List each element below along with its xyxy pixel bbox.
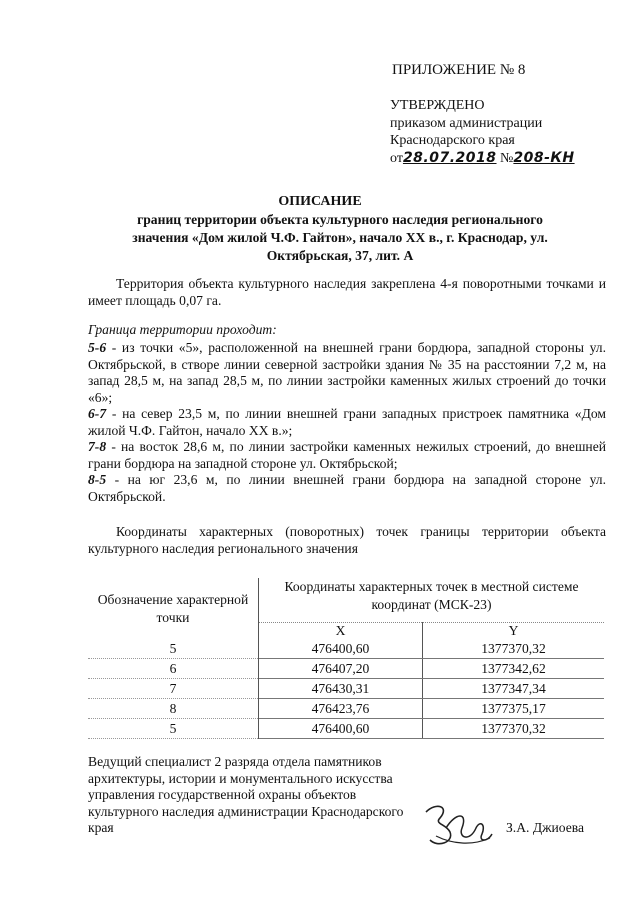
segment-code: 7-8 (88, 439, 107, 454)
y-cell: 1377370,32 (422, 719, 604, 739)
segment-text: - из точки «5», расположенной на внешней грани бордюра, западной стороны ул. Октябрьской, в створе линии северной застройки здания № 35 на расстоянии 7,2 м, на запад 28,5 м, на запад 28,5 м, по линии застройки каменных жилых строений до точки «6»; (88, 340, 606, 405)
segment-text: - на север 23,5 м, по линии внешней грани западных пристроек памятника «Дом жилой Ч.Ф. Гайтон, начало XX в.»; (88, 406, 606, 438)
x-cell: 476430,31 (259, 679, 423, 699)
handwritten-signature (416, 798, 496, 854)
x-cell: 476423,76 (259, 699, 423, 719)
table-row (88, 659, 604, 679)
col-coords-header: Координаты характерных точек в местной системе координат (МСК-23) (259, 578, 605, 623)
order-date-line (390, 150, 575, 167)
y-cell: 1377347,34 (422, 679, 604, 699)
col-point-header: Обозначение характерной точки (88, 578, 259, 639)
document-title: ОПИСАНИЕ (278, 194, 362, 209)
table-row (88, 719, 604, 739)
col-y-header: Y (508, 623, 519, 638)
border-segments (88, 340, 606, 505)
point-cell: 7 (88, 679, 259, 699)
table-row (88, 639, 604, 659)
segment-code: 8-5 (88, 472, 107, 487)
y-cell: 1377342,62 (422, 659, 604, 679)
col-x-header: X (259, 623, 423, 640)
x-cell: 476407,20 (259, 659, 423, 679)
table-row (88, 679, 604, 699)
segment-code: 6-7 (88, 406, 107, 421)
point-cell: 5 (88, 639, 259, 659)
segment-text: - на юг 23,6 м, по линии внешней грани бордюра на западной стороне ул. Октябрьской. (88, 472, 606, 504)
signatory-position: Ведущий специалист 2 разряда отдела памятников архитектуры, истории и монументального искусства управления государственной охраны объектов культурного наследия администрации Краснодарского края (88, 754, 404, 835)
segment-item (88, 439, 606, 472)
point-cell: 5 (88, 719, 259, 739)
order-date: 28.07.2018 (402, 150, 497, 166)
coordinates-table (88, 578, 604, 739)
coords-intro-paragraph: Координаты характерных (поворотных) точек границы территории объекта культурного наследия регионального значения (88, 524, 606, 556)
segment-item (88, 472, 606, 505)
number-prefix: № (500, 151, 514, 166)
segment-item (88, 340, 606, 406)
segment-item (88, 406, 606, 439)
point-cell: 8 (88, 699, 259, 719)
y-cell: 1377370,32 (422, 639, 604, 659)
intro-paragraph: Территория объекта культурного наследия закреплена 4-я поворотными точками и имеет площадь 0,07 га. (88, 276, 606, 308)
segment-code: 5-6 (88, 340, 107, 355)
document-subtitle: границ территории объекта культурного наследия регионального значения «Дом жилой Ч.Ф. Гайтон», начало XX в., г. Краснодар, ул. Октябрьская, 37, лит. А (132, 212, 548, 263)
order-by-label: приказом администрации (390, 116, 543, 131)
table-row (88, 699, 604, 719)
signer-name: З.А. Джиоева (506, 820, 585, 835)
x-cell: 476400,60 (259, 639, 423, 659)
y-cell: 1377375,17 (422, 699, 604, 719)
point-cell: 6 (88, 659, 259, 679)
coordinates-table-wrap (88, 578, 604, 739)
order-number: 208-КН (513, 150, 575, 166)
border-label: Граница территории проходит: (88, 322, 277, 337)
region-label: Краснодарского края (390, 133, 515, 148)
segment-text: - на восток 28,6 м, по линии застройки каменных нежилых строений, до внешней грани бордюра на западной стороне ул. Октябрьской; (88, 439, 606, 471)
appendix-label: ПРИЛОЖЕНИЕ № 8 (392, 62, 526, 78)
x-cell: 476400,60 (259, 719, 423, 739)
date-prefix: от (390, 151, 403, 166)
approved-label: УТВЕРЖДЕНО (390, 98, 485, 113)
